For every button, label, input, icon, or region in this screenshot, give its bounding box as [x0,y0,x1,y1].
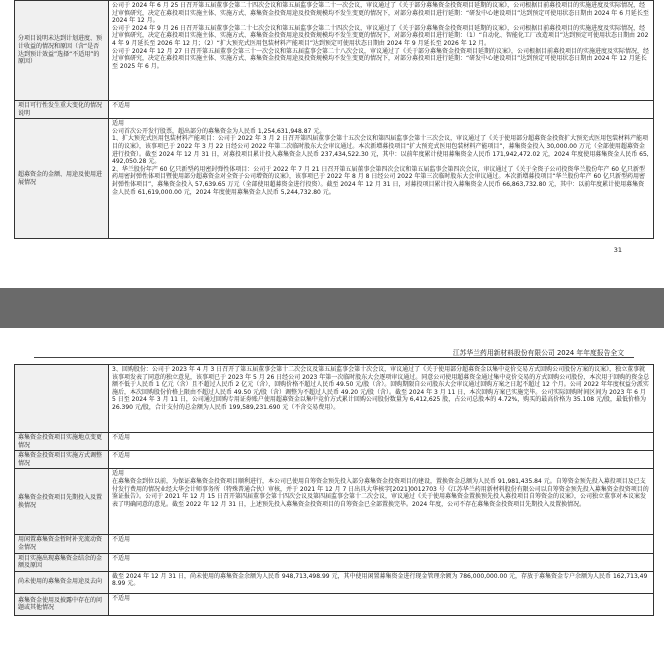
row-content [109,451,654,469]
row-label: 项目实施出现募集资金结余的金额及原因 [15,553,109,571]
row-paragraph: 公司首次公开发行股票，超出部分的募集资金为人民币 1,254,631,948.87 元。 [112,127,326,135]
header-rule [34,357,634,358]
row-label: 超募资金的金额、用途及使用进展情况 [15,119,109,239]
table-row [15,1,654,101]
row-label: 尚未使用的募集资金用途及去向 [15,571,109,593]
table-row [15,119,654,239]
row-paragraph: 在募集资金到位以前，为保证募集资金投资项目顺利进行，本公司已使用自筹资金预先投入部分募集资金投资项目的建设，置换资金总额为人民币 91,981,435.84 元。自筹资金预先投入募投项目及已支付发行费用的情况业经大华会计师事务所（特殊普通合伙）审核，并于 2021 年 12 月 7 日出具大华核字[2021]0012703 号《江苏华兰药用新材料股份有限公司以自筹资金预先投入募集资金投资项目的鉴证报告》。公司于 2021 年 12 月 15 日召开第四届董事会第十四次会议及第四届监事会第十二次会议，审议通过《关于使用募集资金置换预先投入募投项目自筹资金的议案》，公司独立董事对本议案发表了明确同意的意见。截至 2022 年 12 月 31 日，上述预先投入募集资金投资项目的自筹资金已全部置换完毕。2024 年度，公司不存在募集资金投资项目先期投入及置换情况。 [112,477,649,508]
table-row [15,593,654,615]
row-content [109,469,654,535]
row-label: 募集资金投资项目先期投入及置换情况 [15,469,109,535]
row-paragraph: 2、华兰股份年产 60 亿只新型药用密封弹性体项目：公司于 2022 年 7 月 21 日召开第五届董事会第四次会议和第五届监事会第四次会议，审议通过了《关于全资子公司投资华兰股份年产 60 亿只新型药用密封弹性体项目暨使用部分超募资金对全资子公司增资的议案》，该事项已于 2022 年 8 月 8 日经公司 2022 年第三次临时股东大会审议通过。本次新增募投项目“华兰股份年产 60 亿只新型药用密封弹性体项目”，募集资金投入 57,639.65 万元（全部使用超募资金进行投资）。截至 2024 年 12 月 31 日，对募投项目累计投入募集资金人民币 66,863,732.80 元，其中：以前年度累计使用募集资金人民币 61,619,000.00 元，2024 年度使用募集资金人民币 5,244,732.80 元。 [112,165,645,196]
table-row [15,365,654,433]
row-label: 分项目说明未达到计划进度、预计收益的情况和原因（含“是否达到预计效益”选择“不适用”的原因） [15,1,109,101]
table-row [15,535,654,553]
row-label: 项目可行性发生重大变化的情况说明 [15,101,109,119]
page-number: 31 [613,246,622,254]
row-content [109,119,654,239]
table-row [15,553,654,571]
row-label: 用闲置募集资金暂时补充流动资金情况 [15,535,109,553]
row-paragraph: 公司于 2024 年 6 月 25 日召开第五届董事会第二十四次会议和第五届监事会第二十一次会议，审议通过了《关于部分募集资金投资项目延期的议案》，公司根据目前募投项目的实施进度及实际情况，经过审慎研究，决定在募投项目实施主体、实施方式、募集资金投资用途及投资规模均不发生变更的情况下，对部分募投项目进行延期：“研发中心建设项目”达到预定可使用状态日期由 2024 年 6 月延长至 2024 年 12 月。 [112,2,649,25]
row-content [109,553,654,571]
row-paragraph: 适用 [112,470,125,478]
row-paragraph: 截至 2024 年 12 月 31 日，尚未使用的募集资金余额为人民币 948,713,498.99 元，其中使用闲置募集资金进行现金管理余额为 786,000,000.00 元，存放于募集资金专户余额为人民币 162,713,498.99 元。 [112,572,648,588]
table-row [15,433,654,451]
row-paragraph: 适用 [112,120,125,128]
table-row [15,101,654,119]
row-content [109,101,654,119]
row-paragraph: 公司于 2024 年 9 月 26 日召开第五届董事会第二十七次会议和第五届监事会第二十四次会议，审议通过了《关于部分募集资金投资项目延期的议案》，公司根据目前募投项目的实施进度及实际情况，经过审慎研究，决定在募投项目实施主体、实施方式、募集资金投资用途及投资规模均不发生变更的情况下，对部分募投项目进行延期：（1）“自动化、智能化工厂改造项目”达到预定可使用状态日期由 2024 年 9 月延长至 2026 年 12 月；（2）“扩大预充式医用包装材料产能项目”达到预定可使用状态日期由 2024 年 9 月延长至 2026 年 12 月。 [112,24,649,47]
row-label: 募集资金投资项目实施地点变更情况 [15,433,109,451]
row-content [109,571,654,593]
table-row [15,469,654,535]
fund-usage-table-continued [14,0,654,239]
row-paragraph: 不适用 [112,434,131,441]
row-paragraph: 不适用 [112,452,131,460]
page-separator [0,288,664,328]
running-header: 江苏华兰药用新材料股份有限公司 2024 年年度报告全文 [452,349,624,357]
row-label: 募集资金投资项目实施方式调整情况 [15,451,109,469]
row-content [109,433,654,451]
row-content [109,1,654,101]
fund-usage-table [14,364,654,616]
row-paragraph: 不适用 [112,102,131,109]
table-row [15,451,654,469]
row-label: 募集资金使用及披露中存在的问题或其他情况 [15,593,109,615]
row-paragraph: 1、扩大预充式医用包装材料产能项目：公司于 2022 年 3 月 2 日召开第四届董事会第十五次会议和第四届监事会第十三次会议，审议通过了《关于使用部分超募资金投资扩大预充式医用包装材料产能项目的议案》，该事项已于 2022 年 3 月 22 日经公司 2022 年第二次临时股东大会审议通过。本次新增募投项目“扩大预充式医用包装材料产能项目”，募集资金投入 30,000.00 万元（全部使用超募资金进行投资）。截至 2024 年 12 月 31 日，对募投项目累计投入募集资金人民币 237,434,522.30 元，其中：以前年度累计使用募集资金人民币 171,942,472.02 元，2024 年度使用募集资金人民币 65,492,050.28 元。 [112,135,649,166]
row-paragraph: 3、回购股份：公司于 2023 年 4 月 3 日召开了第五届董事会第十二次会议及第五届监事会第十次会议，审议通过了《关于使用部分超募资金以集中竞价交易方式回购公司股份方案的议案》，独立董事就该事项发表了同意的独立意见，该事项已于 2023 年 5 月 26 日经公司 2023 年第一次临时股东大会逐项审议通过。同意公司使用超募资金通过集中竞价交易的方式回购公司股份，本次用于回购的资金总额不低于人民币 1 亿元（含）且不超过人民币 2 亿元（含），回购价格不超过人民币 49.50 元/股（含）。回购期限自公司股东大会审议通过回购方案之日起不超过 12 个月。公司 2022 年年度权益分派实施后，本次回购股份价格上限由不超过人民币 49.50 元/股（含）调整为不超过人民币 49.20 元/股（含）。截至 2024 年 3 月 11 日，本次回购方案已实施完毕。公司实际回购时间区间为 2023 年 6 月 5 日至 2024 年 3 月 11 日，公司通过回购专用证券账户使用超募资金以集中竞价方式累计回购公司股份数量为 6,412,625 股，占公司总股本的 4.72%，购买的最高价格为 35.108 元/股，最低价格为 26.390 元/股，合计支付的总金额为人民币 199,589,231.690 元（不含交易费用）。 [112,366,650,411]
row-content [109,365,654,433]
row-paragraph: 不适用 [112,536,131,544]
table-row [15,571,654,593]
row-content [109,593,654,615]
report-page-32 [0,328,664,650]
row-label [15,365,109,433]
row-paragraph: 不适用 [112,554,131,562]
report-page-31 [0,0,664,288]
row-paragraph: 公司于 2024 年 12 月 27 日召开第五届董事会第三十一次会议和第五届监事会第二十八次会议，审议通过了《关于部分募集资金投资项目延期的议案》，公司根据目前募投项目的实施进度及实际情况，经过审慎研究，决定在募投项目实施主体、实施方式、募集资金投资用途及投资规模均不发生变更的情况下，对部分募投项目进行延期：“研发中心建设项目”达到预定可使用状态日期由 2024 年 12 月延长至 2025 年 6 月。 [112,47,649,70]
row-paragraph: 不适用 [112,594,131,602]
row-content [109,535,654,553]
